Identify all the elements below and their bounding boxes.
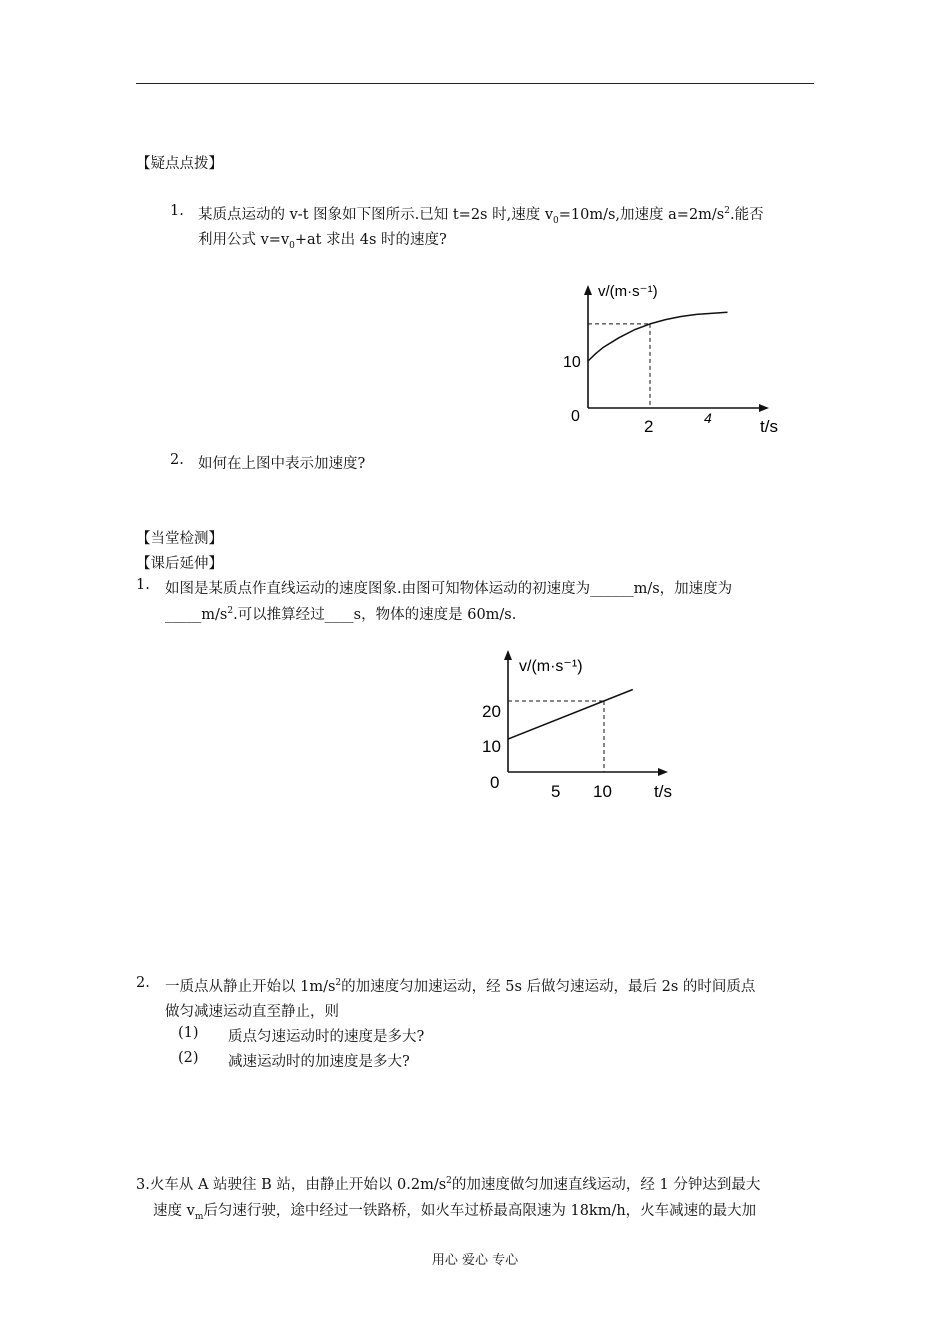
ext-q2-sub1-text: 质点匀速运动时的速度是多大?: [228, 1029, 425, 1045]
doubt-q1-line2: 利用公式 $v=v_0+at$ 求出 4s 时的速度?: [198, 232, 447, 251]
x-axis-arrow: [759, 404, 769, 412]
ext-q2-number: 2.: [136, 975, 150, 991]
y-tick-label: 20: [482, 702, 501, 721]
x-axis-label: t/s: [760, 417, 778, 436]
ext-q3-line2: 速度 $v_m$后匀速行驶，途中经过一铁路桥，如火车过桥最高限速为 18km/h，火车减速的最大加: [153, 1203, 757, 1222]
ext-q3-line1: 3.火车从 A 站驶往 B 站，由静止开始以 $0.2m/s^2$的加速度做匀加速直线运动，经 1 分钟达到最大: [136, 1176, 761, 1193]
x-tick-label: 4: [704, 410, 712, 426]
page-footer: 用心 爱心 专心: [431, 1253, 519, 1268]
doubt-q1-line1: 某质点运动的 v-t 图象如下图所示.已知 t=2s 时,速度 $v_0=10m/s$,加速度 $a=2m/s^2$.能否: [198, 206, 764, 226]
y-axis-label: v/(m·s⁻¹): [598, 283, 658, 300]
vt-chart-curve: [550, 275, 800, 440]
ext-q2-line2: 做匀减速运动直至静止，则: [165, 1004, 339, 1020]
doubt-q1-number: 1.: [170, 203, 184, 219]
x-axis-label: t/s: [654, 782, 672, 801]
header-rule: [136, 83, 814, 84]
ext-q2-line1: 一质点从静止开始以 $1m/s^2$的加速度匀加速运动，经 5s 后做匀速运动，最后 2s 的时间质点: [165, 978, 756, 995]
y-axis-arrow: [504, 650, 512, 660]
ext-q1-number: 1.: [136, 577, 150, 593]
vt-chart-line: [470, 640, 700, 810]
doubt-q2-number: 2.: [170, 452, 184, 468]
x-tick-label: 5: [551, 782, 561, 801]
section-heading-class-test: 【当堂检测】: [136, 531, 223, 547]
doubt-q2-text: 如何在上图中表示加速度?: [198, 456, 366, 472]
y-axis-arrow: [584, 285, 592, 295]
series-curve: [588, 312, 728, 361]
origin-label: 0: [490, 773, 500, 792]
y-tick-label: 10: [563, 354, 581, 371]
x-axis-arrow: [658, 768, 668, 776]
x-tick-label: 2: [644, 417, 654, 436]
ext-q2-sub2-text: 减速运动时的加速度是多大?: [228, 1054, 410, 1070]
section-heading-doubt: 【疑点点拨】: [136, 156, 223, 172]
series-line: [508, 690, 633, 740]
ext-q2-sub1-number: (1): [178, 1025, 199, 1041]
ext-q1-line2: $\_\_\_\_\_m/s^2$.可以推算经过____s，物体的速度是 60m/s.: [165, 606, 517, 623]
y-tick-label: 10: [482, 737, 501, 756]
x-tick-label: 10: [593, 782, 612, 801]
origin-label: 0: [571, 408, 580, 425]
section-heading-after-class: 【课后延伸】: [136, 556, 223, 572]
ext-q2-sub2-number: (2): [178, 1050, 199, 1066]
y-axis-label: v/(m·s⁻¹): [519, 658, 583, 675]
ext-q1-line1: 如图是某质点作直线运动的速度图象.由图可知物体运动的初速度为______m/s，加速度为: [165, 581, 733, 597]
